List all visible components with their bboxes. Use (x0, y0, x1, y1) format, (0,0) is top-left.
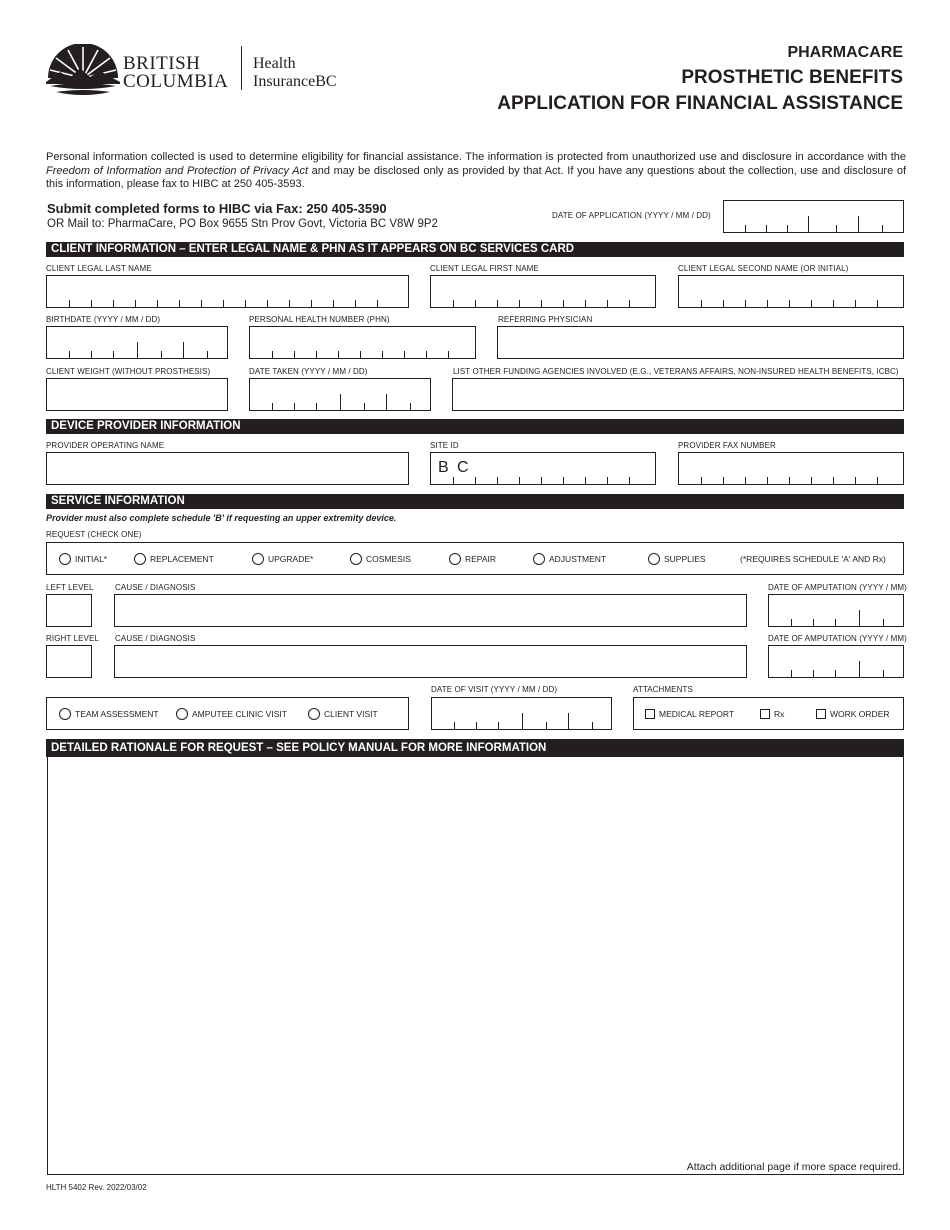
request-option-upgrade[interactable] (252, 543, 313, 574)
attachment-label: Rx (774, 708, 785, 719)
request-option-label: REPAIR (465, 553, 497, 564)
checkbox-icon (645, 709, 655, 719)
attach-additional-page-note: Attach additional page if more space required. (686, 1161, 901, 1173)
referring-physician-label: REFERRING PHYSICIAN (498, 315, 593, 324)
request-option-cosmesis[interactable] (350, 543, 411, 574)
bc-logo (46, 44, 346, 98)
birthdate-label: BIRTHDATE (YYYY / MM / DD) (46, 315, 161, 324)
request-option-label: UPGRADE* (268, 553, 314, 564)
visit-type-group (46, 697, 409, 730)
date-of-visit-field[interactable] (431, 697, 612, 730)
phn-field[interactable] (249, 326, 476, 359)
visit-option-label: AMPUTEE CLINIC VISIT (192, 708, 287, 719)
client-first-name-label: CLIENT LEGAL FIRST NAME (430, 264, 539, 273)
left-amputation-date-label: DATE OF AMPUTATION (YYYY / MM) (768, 583, 907, 592)
checkbox-icon (760, 709, 770, 719)
right-level-label: RIGHT LEVEL (46, 634, 99, 643)
left-cause-label: CAUSE / DIAGNOSIS (115, 583, 196, 592)
referring-physician-field[interactable] (497, 326, 904, 359)
checkbox-icon (816, 709, 826, 719)
attachment-rx[interactable] (760, 698, 784, 729)
date-of-application-label: DATE OF APPLICATION (YYYY / MM / DD) (552, 211, 711, 220)
site-id-prefix-c: C (457, 459, 469, 476)
logo-text-british: BRITISH (123, 53, 201, 74)
visit-option-team-assessment[interactable] (59, 698, 159, 729)
detailed-rationale-heading: DETAILED RATIONALE FOR REQUEST – SEE POLICY MANUAL FOR MORE INFORMATION (46, 739, 904, 757)
form-id: HLTH 5402 Rev. 2022/03/02 (46, 1183, 147, 1192)
provider-fax-label: PROVIDER FAX NUMBER (678, 441, 776, 450)
request-option-initial[interactable] (59, 543, 107, 574)
submit-mail-line: OR Mail to: PharmaCare, PO Box 9655 Stn Prov Govt, Victoria BC V8W 9P2 (47, 218, 438, 230)
service-information-heading: SERVICE INFORMATION (46, 494, 904, 509)
client-information-heading: CLIENT INFORMATION – ENTER LEGAL NAME & PHN AS IT APPEARS ON BC SERVICES CARD (46, 242, 904, 257)
requires-schedule-note: (*REQUIRES SCHEDULE 'A' AND Rx) (740, 553, 886, 564)
privacy-notice (46, 151, 906, 192)
device-provider-heading: DEVICE PROVIDER INFORMATION (46, 419, 904, 434)
right-amputation-date-label: DATE OF AMPUTATION (YYYY / MM) (768, 634, 907, 643)
left-level-field[interactable] (46, 594, 92, 627)
right-cause-label: CAUSE / DIAGNOSIS (115, 634, 196, 643)
left-cause-field[interactable] (114, 594, 747, 627)
radio-circle-icon (350, 553, 362, 565)
birthdate-field[interactable] (46, 326, 228, 359)
request-check-one-label: REQUEST (CHECK ONE) (46, 530, 142, 539)
submit-fax-line: Submit completed forms to HIBC via Fax: 250 405-3590 (47, 201, 387, 216)
request-option-label: COSMESIS (366, 553, 411, 564)
date-taken-field[interactable] (249, 378, 431, 411)
visit-option-amputee-clinic[interactable] (176, 698, 287, 729)
client-weight-label: CLIENT WEIGHT (WITHOUT PROSTHESIS) (46, 367, 211, 376)
radio-circle-icon (134, 553, 146, 565)
visit-option-client-visit[interactable] (308, 698, 378, 729)
date-of-application-field[interactable] (723, 200, 904, 233)
provider-operating-name-field[interactable] (46, 452, 409, 485)
right-level-field[interactable] (46, 645, 92, 678)
left-level-label: LEFT LEVEL (46, 583, 94, 592)
right-cause-field[interactable] (114, 645, 747, 678)
client-last-name-label: CLIENT LEGAL LAST NAME (46, 264, 152, 273)
radio-circle-icon (533, 553, 545, 565)
phn-label: PERSONAL HEALTH NUMBER (PHN) (249, 315, 390, 324)
radio-circle-icon (252, 553, 264, 565)
attachments-label: ATTACHMENTS (633, 685, 693, 694)
provider-fax-field[interactable] (678, 452, 904, 485)
visit-option-label: TEAM ASSESSMENT (75, 708, 159, 719)
date-of-visit-label: DATE OF VISIT (YYYY / MM / DD) (431, 685, 558, 694)
attachment-work-order[interactable] (816, 698, 890, 729)
title-prosthetic-benefits: PROSTHETIC BENEFITS (681, 67, 903, 88)
page-title: APPLICATION FOR FINANCIAL ASSISTANCE (497, 93, 903, 114)
site-id-field[interactable] (430, 452, 656, 485)
request-option-repair[interactable] (449, 543, 496, 574)
request-option-label: INITIAL* (75, 553, 108, 564)
client-second-name-field[interactable] (678, 275, 904, 308)
attachment-label: MEDICAL REPORT (659, 708, 735, 719)
visit-option-label: CLIENT VISIT (324, 708, 378, 719)
logo-divider (241, 46, 242, 90)
bc-sun-mountain-icon (46, 44, 120, 98)
date-taken-label: DATE TAKEN (YYYY / MM / DD) (249, 367, 368, 376)
request-option-label: ADJUSTMENT (549, 553, 607, 564)
client-weight-field[interactable] (46, 378, 228, 411)
radio-circle-icon (59, 553, 71, 565)
upper-extremity-note: Provider must also complete schedule 'B' if requesting an upper extremity device. (46, 513, 397, 523)
funding-agencies-field[interactable] (452, 378, 904, 411)
radio-circle-icon (59, 708, 71, 720)
logo-text-insurancebc: InsuranceBC (253, 73, 337, 90)
request-option-label: REPLACEMENT (150, 553, 214, 564)
request-option-replacement[interactable] (134, 543, 214, 574)
attachment-medical-report[interactable] (645, 698, 734, 729)
site-id-prefix-b: B (438, 459, 449, 476)
logo-text-health: Health (253, 55, 296, 72)
request-option-label: SUPPLIES (664, 553, 706, 564)
radio-circle-icon (648, 553, 660, 565)
privacy-notice-text-2: and may be disclosed only as provided by that Act. If you have any questions about the collection, use and disclosure of this information, please fax to HIBC at 250 405-3593. (46, 164, 906, 190)
left-amputation-date-field[interactable] (768, 594, 904, 627)
radio-circle-icon (176, 708, 188, 720)
radio-circle-icon (308, 708, 320, 720)
request-type-group (46, 542, 904, 575)
radio-circle-icon (449, 553, 461, 565)
client-last-name-field[interactable] (46, 275, 409, 308)
attachment-label: WORK ORDER (830, 708, 890, 719)
request-option-adjustment[interactable] (533, 543, 606, 574)
client-second-name-label: CLIENT LEGAL SECOND NAME (OR INITIAL) (678, 264, 849, 273)
provider-operating-name-label: PROVIDER OPERATING NAME (46, 441, 165, 450)
attachments-group (633, 697, 904, 730)
right-amputation-date-field[interactable] (768, 645, 904, 678)
privacy-notice-text: Personal information collected is used to determine eligibility for financial assistance. The information is protected from unauthorized use and disclosure in accordance with the (46, 151, 906, 163)
client-first-name-field[interactable] (430, 275, 656, 308)
detailed-rationale-field[interactable] (47, 757, 904, 1175)
request-option-supplies[interactable] (648, 543, 706, 574)
title-pharmacare: PHARMACARE (787, 44, 903, 61)
site-id-label: SITE ID (430, 441, 459, 450)
funding-agencies-label: LIST OTHER FUNDING AGENCIES INVOLVED (E.G., VETERANS AFFAIRS, NON-INSURED HEALTH BENEFITS, ICBC) (453, 367, 899, 376)
logo-text-columbia: COLUMBIA (123, 71, 229, 92)
privacy-act-name: Freedom of Information and Protection of Privacy Act (46, 164, 309, 177)
